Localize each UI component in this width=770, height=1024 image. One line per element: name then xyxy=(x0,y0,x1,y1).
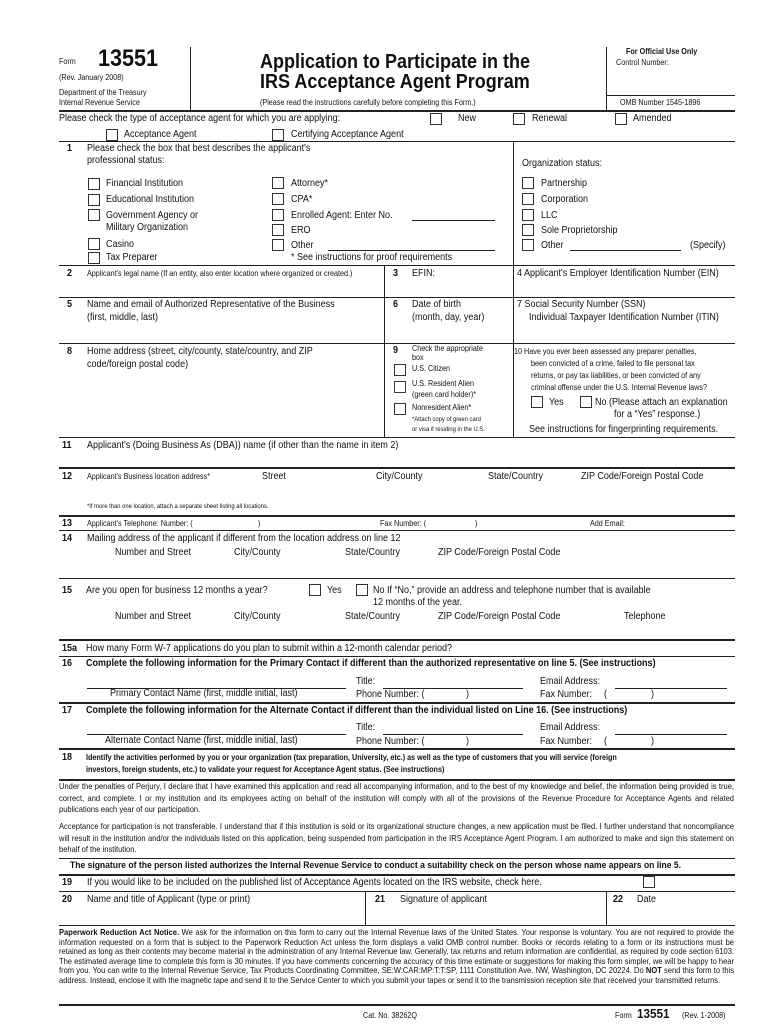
acceptance-agent-checkbox[interactable] xyxy=(106,129,118,141)
checkbox-label: Yes xyxy=(327,585,342,596)
partnership-checkbox[interactable] xyxy=(522,177,534,189)
item-number: 13 xyxy=(62,518,73,529)
item-number: 8 xyxy=(67,346,73,357)
subtitle: (Please read the instructions carefully before completing this Form.) xyxy=(260,98,476,107)
acceptance-statement: Acceptance for participation is not transferable. I understand that if this institution is sold or its organizational structure changes, a new application must be filed. I further understand that noncompliance will result in the institution and/or the individuals listed on this application, being suspended from participation in the IRS Acceptance Agent Program. I am authorized to make and sign this statement on behalf of the institution. xyxy=(59,821,734,854)
penalties-yes-checkbox[interactable] xyxy=(531,396,543,408)
green-card-note: or visa if residing in the U.S. xyxy=(412,426,485,433)
checkbox-label: U.S. Citizen xyxy=(412,364,451,373)
activities-label: investors, foreign students, etc.) to validate your request for Acceptance Agent status. (See instructions) xyxy=(86,765,445,774)
pra-text: send this form to this address. Instead, enclose it with the magnetic tape and send it to the Service Center to which you submit your tapes or send it to the transmission reception site that received your transmitted returns. xyxy=(59,965,734,985)
footer-revision: (Rev. 1-2008) xyxy=(682,1011,726,1020)
divider xyxy=(606,47,607,110)
applicant-name-field[interactable]: Name and title of Applicant (type or print) xyxy=(87,894,251,905)
checkbox-label: Other xyxy=(541,240,564,251)
efin-field-label: EFIN: xyxy=(412,268,436,279)
checkbox-label: Casino xyxy=(106,239,135,250)
alternate-contact-name-label: Alternate Contact Name (first, middle initial, last) xyxy=(105,735,298,746)
alternate-title-field[interactable] xyxy=(383,734,523,735)
certifying-agent-label: Certifying Acceptance Agent xyxy=(291,129,404,140)
divider xyxy=(59,925,735,926)
w7-count-label: How many Form W-7 applications do you plan to submit within a 12-month calendar period? xyxy=(86,643,453,654)
column-label: ZIP Code/Foreign Postal Code xyxy=(438,547,561,558)
form-number: 13551 xyxy=(98,45,159,72)
page-title-line1: Application to Participate in the xyxy=(260,51,531,73)
item-number: 3 xyxy=(393,268,399,279)
signature-field[interactable]: Signature of applicant xyxy=(400,894,488,905)
divider xyxy=(59,858,735,859)
resident-alien-checkbox[interactable] xyxy=(394,381,406,393)
column-label: Telephone xyxy=(624,611,666,622)
casino-checkbox[interactable] xyxy=(88,238,100,250)
divider xyxy=(59,437,735,438)
footer-form-label: Form xyxy=(615,1011,632,1020)
divider xyxy=(365,891,366,925)
checkbox-label: No (Please attach an explanation xyxy=(595,397,728,408)
department: Department of the Treasury xyxy=(59,88,147,97)
divider xyxy=(59,110,735,112)
divider xyxy=(59,702,735,704)
item-number: 18 xyxy=(62,752,73,763)
penalties-no-checkbox[interactable] xyxy=(580,396,592,408)
page-title-line2: IRS Acceptance Agent Program xyxy=(260,71,530,93)
other-professional-field[interactable] xyxy=(328,250,495,251)
checkbox-label: CPA* xyxy=(291,194,313,205)
paren: ) xyxy=(466,689,470,700)
column-label: State/Country xyxy=(345,547,401,558)
ein-field-label: 4 Applicant's Employer Identification Number (EIN) xyxy=(517,268,719,279)
column-label: City/County xyxy=(234,611,281,622)
divider xyxy=(59,748,735,750)
paren: ) xyxy=(466,736,470,747)
paren: ( xyxy=(604,689,608,700)
item1-label: professional status: xyxy=(87,155,165,166)
divider xyxy=(59,891,735,892)
representative-field-label: Name and email of Authorized Representative of the Business xyxy=(87,299,335,310)
item-number: 9 xyxy=(393,345,399,356)
divider xyxy=(59,265,735,266)
item10-question: 10 Have you ever been assessed any preparer penalties, xyxy=(514,347,697,356)
itin-field-label: Individual Taxpayer Identification Number (ITIN) xyxy=(529,312,719,323)
paren: ) xyxy=(651,689,655,700)
telephone-label: Applicant's Telephone: Number: ( xyxy=(87,519,193,528)
divider xyxy=(59,297,735,298)
item10-question: been convicted of a crime, failed to file personal tax xyxy=(531,359,695,368)
email-label: Email Address: xyxy=(540,676,601,687)
title-label: Title: xyxy=(356,676,376,687)
mailing-address-label: Mailing address of the applicant if different from the location address on line 12 xyxy=(87,533,401,544)
item-number: 6 xyxy=(393,299,399,310)
legal-name-field-label: Applicant's legal name (If an entity, also enter location where organized or created.) xyxy=(87,269,353,278)
financial-institution-checkbox[interactable] xyxy=(88,178,100,190)
paren: ) xyxy=(475,519,478,528)
certifying-agent-checkbox[interactable] xyxy=(272,129,284,141)
column-label: ZIP Code/Foreign Postal Code xyxy=(581,471,704,482)
educational-institution-checkbox[interactable] xyxy=(88,194,100,206)
item-number: 17 xyxy=(62,705,73,716)
phone-label: Phone Number: ( xyxy=(356,689,425,700)
primary-contact-heading: Complete the following information for the Primary Contact if different than the authorized representative on line 5. (See instructions) xyxy=(86,658,656,669)
business-address-label: Applicant's Business location address* xyxy=(87,472,211,481)
publish-list-label: If you would like to be included on the published list of Acceptance Agents located on the IRS website, check here. xyxy=(87,877,542,888)
item-number: 2 xyxy=(67,268,73,279)
ssn-field-label: 7 Social Security Number (SSN) xyxy=(517,299,646,310)
email-label: Add Email: xyxy=(590,519,625,528)
date-field[interactable]: Date xyxy=(637,894,657,905)
checkbox-label: Yes xyxy=(549,397,564,408)
specify-label: (Specify) xyxy=(690,240,726,251)
fax-label: Fax Number: xyxy=(540,689,593,700)
publish-list-checkbox[interactable] xyxy=(643,876,655,888)
type-prompt: Please check the type of acceptance agent for which you are applying: xyxy=(59,113,341,124)
control-number-label: Control Number: xyxy=(616,58,669,67)
ero-checkbox[interactable] xyxy=(272,224,284,236)
item9-label: box xyxy=(412,353,424,362)
paren: ( xyxy=(604,736,608,747)
divider xyxy=(606,95,735,96)
llc-checkbox[interactable] xyxy=(522,209,534,221)
checkbox-label: Government Agency or xyxy=(106,210,199,221)
item-number: 19 xyxy=(62,877,73,888)
org-status-label: Organization status: xyxy=(522,158,603,169)
primary-contact-name-label: Primary Contact Name (first, middle initial, last) xyxy=(110,688,298,699)
item-number: 16 xyxy=(62,658,73,669)
checkbox-label: Enrolled Agent: Enter No. xyxy=(291,210,393,221)
amended-label: Amended xyxy=(633,113,672,124)
item-number: 20 xyxy=(62,894,73,905)
item-number: 12 xyxy=(62,471,73,482)
open-year-question: Are you open for business 12 months a year? xyxy=(86,585,268,596)
checkbox-label: Partnership xyxy=(541,178,588,189)
item9-label: Check the appropriate xyxy=(412,344,483,353)
checkbox-label: for a “Yes” response.) xyxy=(614,409,701,420)
enrolled-agent-checkbox[interactable] xyxy=(272,209,284,221)
divider xyxy=(59,1004,735,1006)
checkbox-label: Nonresident Alien* xyxy=(412,403,472,412)
home-address-label: Home address (street, city/county, state/country, and ZIP xyxy=(87,346,313,357)
new-label: New xyxy=(458,113,477,124)
divider xyxy=(59,874,735,876)
checkbox-label: Financial Institution xyxy=(106,178,184,189)
perjury-statement: Under the penalties of Perjury, I declare that I have examined this application and read all accompanying information, and to the best of my knowledge and belief, the information being provided is true, correct, and complete. I or my institution and its employees acting on behalf of the institution will comply with all of the provisions of the Revenue Procedure for Acceptance Agents and related publications each year of our participation. xyxy=(59,781,734,814)
column-label: Number and Street xyxy=(115,611,192,622)
locations-footnote: *If more than one location, attach a separate sheet listing all locations. xyxy=(87,503,269,510)
checkbox-label: LLC xyxy=(541,210,558,221)
form-label: Form xyxy=(59,57,76,66)
email-label: Email Address: xyxy=(540,722,601,733)
primary-email-field[interactable] xyxy=(615,688,727,689)
item-number: 21 xyxy=(375,894,386,905)
column-label: State/Country xyxy=(345,611,401,622)
item10-question: criminal offense under the U.S. Internal Revenue laws? xyxy=(531,383,707,392)
divider xyxy=(513,141,514,437)
divider xyxy=(606,891,607,925)
agency: Internal Revenue Service xyxy=(59,98,140,107)
column-label: City/County xyxy=(376,471,423,482)
attorney-checkbox[interactable] xyxy=(272,177,284,189)
activities-label: Identify the activities performed by you or your organization (tax preparation, University, etc.) as well as the type of customers that you will service (foreign xyxy=(86,753,617,762)
item10-question: returns, or pay tax liabilities, or been convicted of any xyxy=(531,371,701,380)
tax-preparer-checkbox[interactable] xyxy=(88,252,100,264)
alternate-email-field[interactable] xyxy=(615,734,727,735)
renewal-label: Renewal xyxy=(532,113,568,124)
other-org-checkbox[interactable] xyxy=(522,239,534,251)
paren: ) xyxy=(258,519,261,528)
checkbox-label: Corporation xyxy=(541,194,589,205)
pra-heading: Paperwork Reduction Act Notice. xyxy=(59,927,180,937)
fax-label: Fax Number: xyxy=(540,736,593,747)
divider xyxy=(59,530,735,531)
checkbox-label: ERO xyxy=(291,225,311,236)
suitability-notice: The signature of the person listed authorizes the Internal Revenue Service to conduct a suitability check on the person whose name appears on line 5. xyxy=(70,860,682,871)
other-professional-checkbox[interactable] xyxy=(272,239,284,251)
title-label: Title: xyxy=(356,722,376,733)
checkbox-label: Attorney* xyxy=(291,178,329,189)
divider xyxy=(59,639,735,641)
official-use-label: For Official Use Only xyxy=(626,47,698,56)
divider xyxy=(384,265,385,437)
revision: (Rev. January 2008) xyxy=(59,73,124,82)
phone-label: Phone Number: ( xyxy=(356,736,425,747)
acceptance-agent-label: Acceptance Agent xyxy=(124,129,197,140)
divider xyxy=(59,515,735,517)
divider xyxy=(59,343,735,344)
dob-field-label: (month, day, year) xyxy=(412,312,485,323)
us-citizen-checkbox[interactable] xyxy=(394,364,406,376)
corporation-checkbox[interactable] xyxy=(522,193,534,205)
divider xyxy=(59,578,735,579)
representative-field-label: (first, middle, last) xyxy=(87,312,159,323)
checkbox-label: Sole Proprietorship xyxy=(541,225,618,236)
item-number: 11 xyxy=(62,440,72,451)
item-number: 5 xyxy=(67,299,73,310)
item-number: 15a xyxy=(62,643,78,654)
item-number: 1 xyxy=(67,143,73,154)
pra-text: We ask for the information on this form to carry out the Internal Revenue laws of the United States. Your response is voluntary. You are not required to provide the information requested on a form that is subject to the Paperwork Reduction Act unless the form displays a valid OMB control number. Books or records relating to a form or its instructions must be retained as long as their contents may become material in the administration of any Internal Revenue law. Generally, tax returns and return information are confidential, as required by code section 6103. The estimated average time to complete this form is 30 minutes. If you have comments concerning the accuracy of this time estimate or suggestions for making this form simpler, we will be happy to hear from you. You can write to the Internal Revenue Service, Tax Products Coordinating Committee, SE:W:CAR:MP:T:T:SP, 1111 Constitution Ave. NW, Washington, DC 20224. Do xyxy=(59,927,735,976)
column-label: ZIP Code/Foreign Postal Code xyxy=(438,611,561,622)
checkbox-label: U.S. Resident Alien xyxy=(412,379,475,388)
green-card-note: *Attach copy of green card xyxy=(412,416,481,423)
dob-field-label: Date of birth xyxy=(412,299,462,310)
dba-name-label: Applicant's (Doing Business As (DBA)) name (if other than the name in item 2) xyxy=(87,440,399,451)
open-year-no-checkbox[interactable] xyxy=(356,584,368,596)
item-number: 22 xyxy=(613,894,624,905)
column-label: State/Country xyxy=(488,471,544,482)
divider xyxy=(190,47,191,110)
checkbox-label: 12 months of the year. xyxy=(373,597,463,608)
proof-note: * See instructions for proof requirements xyxy=(291,252,453,263)
other-org-field[interactable] xyxy=(570,250,681,251)
fingerprint-note: See instructions for fingerprinting requirements. xyxy=(529,424,719,435)
new-checkbox[interactable] xyxy=(430,113,442,125)
cpa-checkbox[interactable] xyxy=(272,193,284,205)
item-number: 15 xyxy=(62,585,73,596)
checkbox-label: Tax Preparer xyxy=(106,252,158,263)
divider xyxy=(59,467,735,469)
checkbox-label: (green card holder)* xyxy=(412,390,477,399)
item-number: 14 xyxy=(62,533,73,544)
nonresident-alien-checkbox[interactable] xyxy=(394,403,406,415)
renewal-checkbox[interactable] xyxy=(513,113,525,125)
divider xyxy=(59,656,735,657)
alternate-contact-heading: Complete the following information for the Alternate Contact if different than the individual listed on Line 16. (See instructions) xyxy=(86,705,628,716)
checkbox-label: No If “No,” provide an address and telephone number that is available xyxy=(373,585,651,596)
checkbox-label: Other xyxy=(291,240,314,251)
enrolled-agent-number-field[interactable] xyxy=(412,220,495,221)
fax-label: Fax Number: ( xyxy=(380,519,427,528)
home-address-label: code/foreign postal code) xyxy=(87,359,189,370)
item1-label: Please check the box that best describes the applicant's xyxy=(87,143,311,154)
column-label: Number and Street xyxy=(115,547,192,558)
checkbox-label: Educational Institution xyxy=(106,194,195,205)
divider xyxy=(59,141,735,142)
checkbox-label: Military Organization xyxy=(106,222,189,233)
open-year-yes-checkbox[interactable] xyxy=(309,584,321,596)
footer-form-number: 13551 xyxy=(637,1006,670,1021)
paperwork-reduction-notice xyxy=(59,928,734,986)
column-label: City/County xyxy=(234,547,281,558)
pra-text: NOT xyxy=(645,965,662,976)
government-agency-checkbox[interactable] xyxy=(88,209,100,221)
sole-proprietorship-checkbox[interactable] xyxy=(522,224,534,236)
paren: ) xyxy=(651,736,655,747)
column-label: Street xyxy=(262,471,287,482)
catalog-number: Cat. No. 38262Q xyxy=(363,1011,418,1020)
omb-number: OMB Number 1545-1896 xyxy=(620,98,701,107)
amended-checkbox[interactable] xyxy=(615,113,627,125)
